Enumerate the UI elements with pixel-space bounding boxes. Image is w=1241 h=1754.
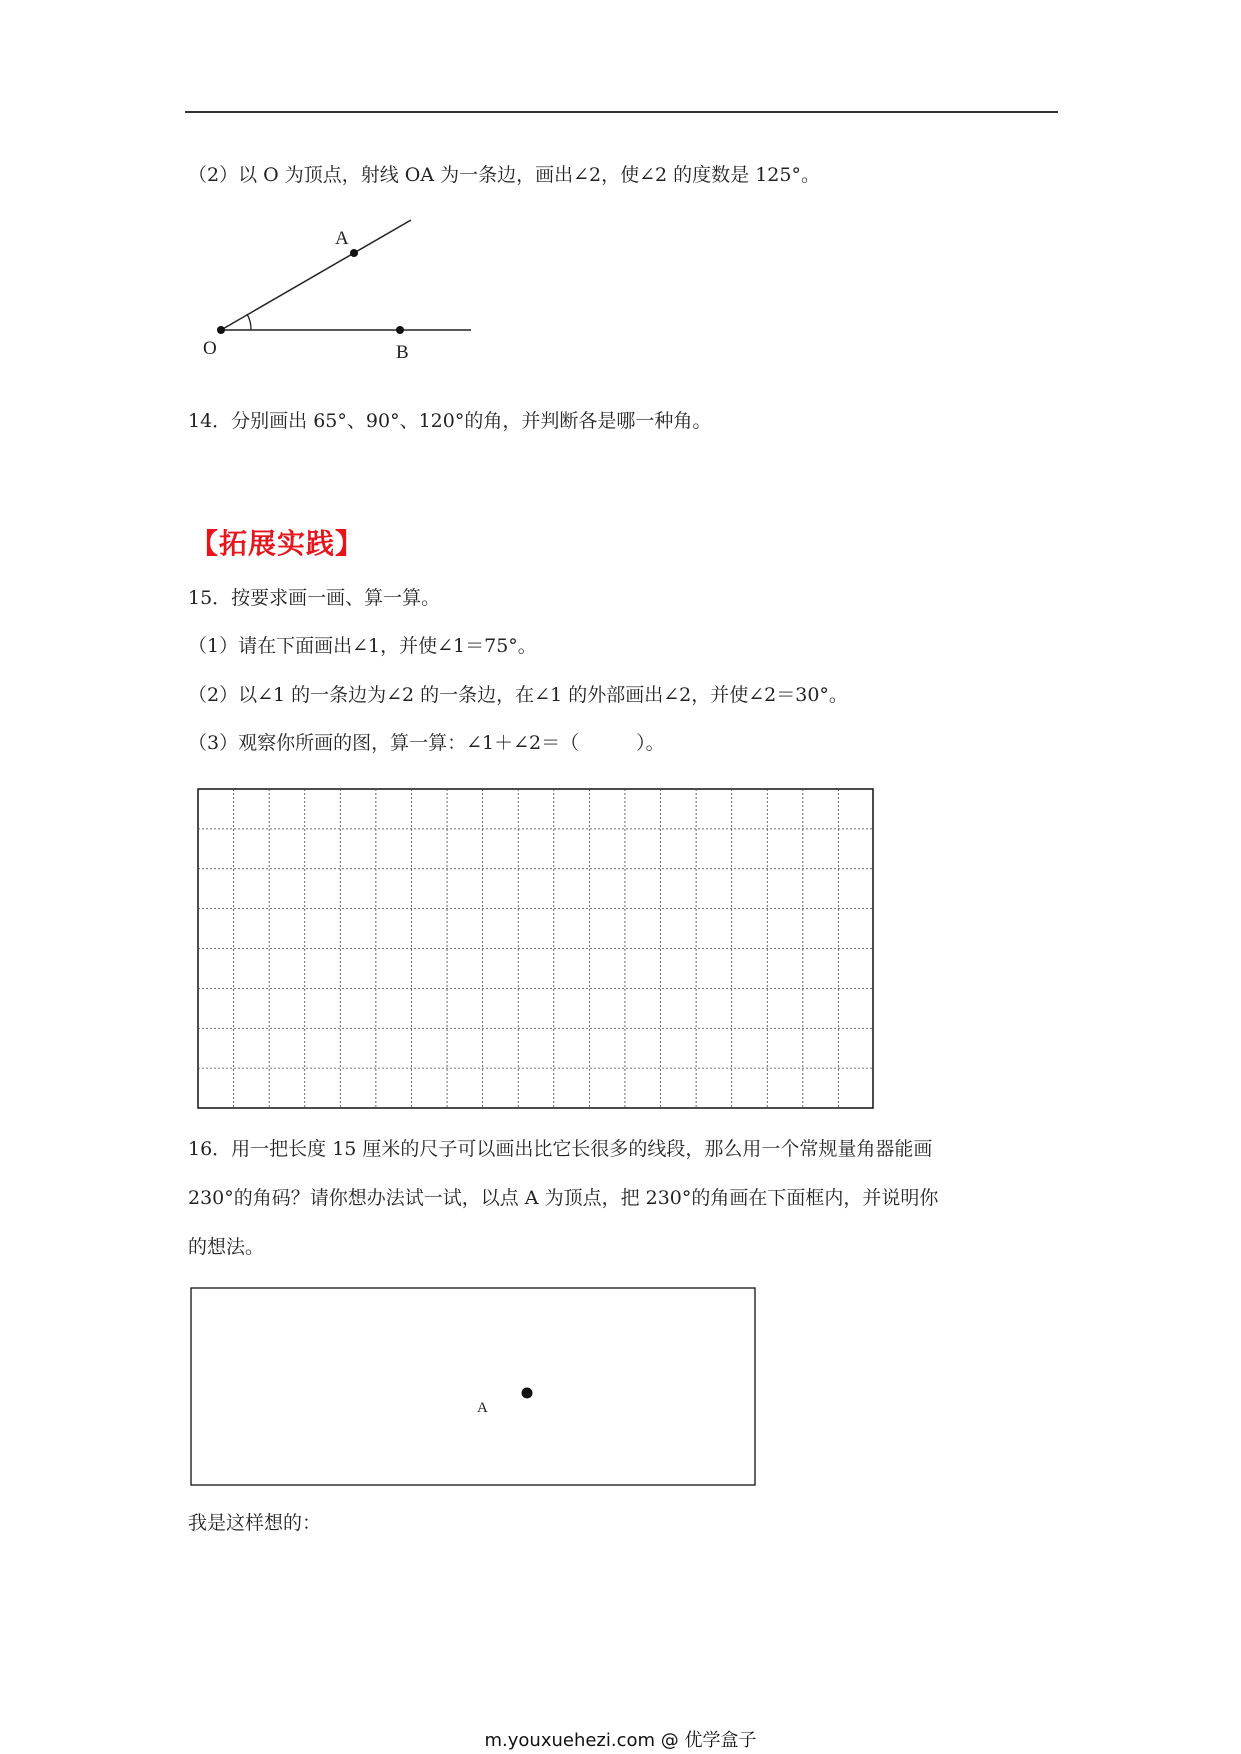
q15-part2: （2）以∠1 的一条边为∠2 的一条边，在∠1 的外部画出∠2，并使∠2＝30°。 bbox=[188, 684, 848, 706]
point-b bbox=[396, 326, 404, 334]
q15-part1: （1）请在下面画出∠1，并使∠1＝75°。 bbox=[188, 635, 537, 657]
angle-aob-figure bbox=[195, 210, 485, 370]
q16-line3: 的想法。 bbox=[188, 1236, 265, 1258]
q15-part3: （3）观察你所画的图，算一算：∠1＋∠2＝（ ）。 bbox=[188, 732, 665, 754]
drawing-grid[interactable] bbox=[197, 788, 875, 1110]
footer-text: m.youxuehezi.com @ 优学盒子 bbox=[484, 1730, 757, 1751]
angle-arc bbox=[247, 314, 251, 330]
q13-part2-text: （2）以 O 为顶点，射线 OA 为一条边，画出∠2，使∠2 的度数是 125°。 bbox=[188, 164, 820, 186]
q14-text: 14．分别画出 65°、90°、120°的角，并判断各是哪一种角。 bbox=[188, 410, 712, 432]
ray-oa bbox=[221, 220, 411, 330]
label-b: B bbox=[396, 342, 409, 363]
point-a-dot bbox=[522, 1388, 533, 1399]
point-o bbox=[217, 326, 225, 334]
q16-line1: 16．用一把长度 15 厘米的尺子可以画出比它长很多的线段，那么用一个常规量角器能画 bbox=[188, 1138, 933, 1160]
label-o: O bbox=[203, 338, 217, 359]
drawing-box[interactable] bbox=[190, 1287, 757, 1487]
section-title: 【拓展实践】 bbox=[190, 527, 365, 560]
point-a bbox=[350, 249, 358, 257]
q16-line2: 230°的角码？请你想办法试一试，以点 A 为顶点，把 230°的角画在下面框内，并说明你 bbox=[188, 1187, 939, 1209]
header-rule bbox=[185, 111, 1058, 113]
box-border bbox=[191, 1288, 755, 1485]
answer-prompt: 我是这样想的： bbox=[188, 1512, 322, 1534]
point-a-label: A bbox=[477, 1400, 488, 1416]
q15-stem: 15．按要求画一画、算一算。 bbox=[188, 587, 441, 609]
label-a: A bbox=[335, 228, 349, 249]
